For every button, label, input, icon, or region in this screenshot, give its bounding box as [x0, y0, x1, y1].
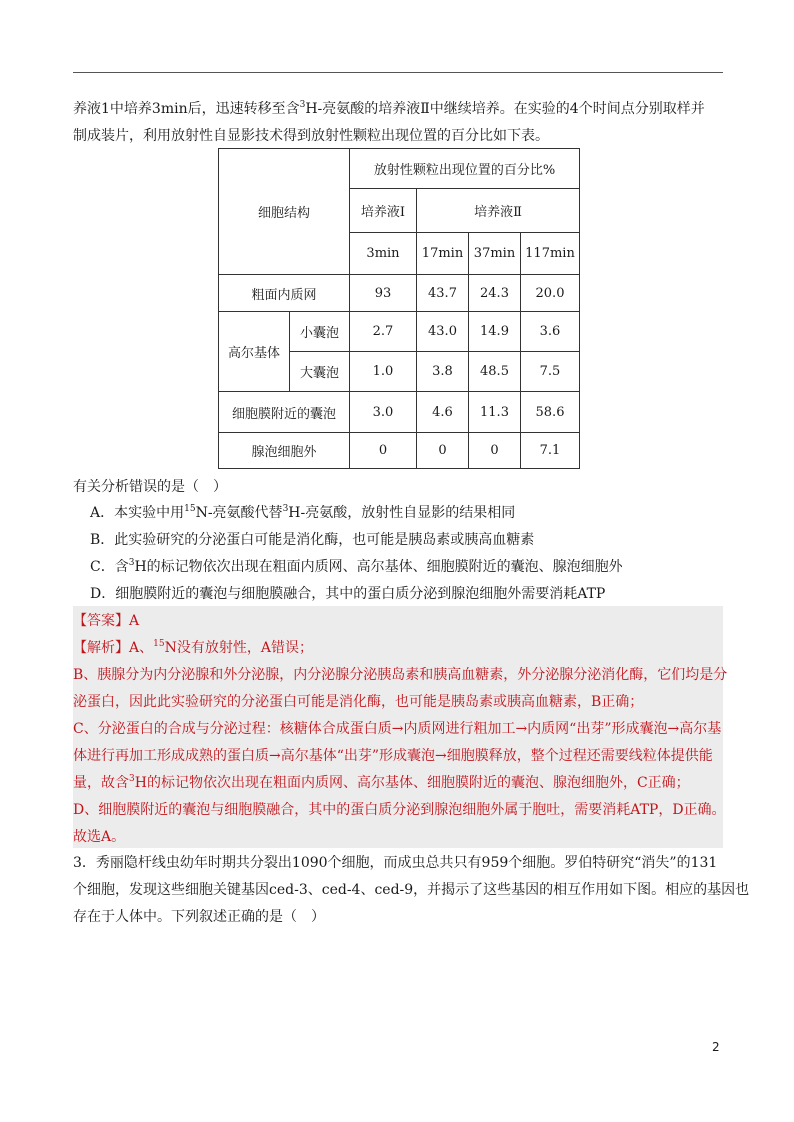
intro-line-2: 制成装片，利用放射性自显影技术得到放射性颗粒出现位置的百分比如下表。: [73, 128, 549, 144]
analysis-b-1: B、胰腺分为内分泌腺和外分泌腺，内分泌腺分泌胰岛素和胰高血糖素，外分泌腺分泌消化酶，它们均是分: [73, 667, 728, 683]
row-label-golgi: 高尔基体: [219, 312, 290, 392]
table-cell: 93: [350, 275, 417, 312]
option-a: A．本实验中用$^{15}$N-亮氨酸代替$^3$H-亮氨酸，放射性自显影的结果相同: [90, 504, 516, 521]
option-b: B．此实验研究的分泌蛋白可能是消化酶，也可能是胰岛素或胰高血糖素: [90, 532, 535, 548]
analysis-c-1: C、分泌蛋白的合成与分泌过程：核糖体合成蛋白质→内质网进行粗加工→内质网“出芽”形成囊泡→高尔基: [73, 721, 722, 737]
table-cell: 2.7: [350, 312, 417, 352]
analysis-d: D、细胞膜附近的囊泡与细胞膜融合，其中的蛋白质分泌到腺泡细胞外属于胞吐，需要消耗ATP，D正确。: [73, 802, 726, 818]
option-c: C．含$^3$H的标记物依次出现在粗面内质网、高尔基体、细胞膜附近的囊泡、腺泡细胞外: [90, 558, 623, 575]
table-cell: 20.0: [521, 275, 580, 312]
answer-line: 【答案】A: [73, 613, 140, 629]
table-sub-header-1: 培养液Ⅰ: [350, 189, 417, 233]
table-cell: 3.0: [350, 392, 417, 433]
table-cell: 0: [417, 433, 469, 469]
table-time: 37min: [469, 233, 521, 275]
analysis-c-2: 体进行再加工形成成熟的蛋白质→高尔基体“出芽”形成囊泡→细胞膜释放，整个过程还需要线粒体提供能: [73, 748, 713, 764]
table-group-header: 放射性颗粒出现位置的百分比%: [350, 149, 580, 189]
analysis-c-3: 量，故含$^3$H的标记物依次出现在粗面内质网、高尔基体、细胞膜附近的囊泡、腺泡细胞外，C正确；: [73, 774, 690, 791]
analysis-b-2: 泌蛋白，因此此实验研究的分泌蛋白可能是消化酶，也可能是胰岛素或胰高血糖素，B正确；: [73, 694, 644, 710]
table-cell: 11.3: [469, 392, 521, 433]
table-sub-header-2: 培养液Ⅱ: [417, 189, 580, 233]
row-label: 细胞膜附近的囊泡: [219, 392, 350, 433]
table-cell: 7.5: [521, 352, 580, 392]
table-cell: 48.5: [469, 352, 521, 392]
row-label: 腺泡细胞外: [219, 433, 350, 469]
row-label: 粗面内质网: [219, 275, 350, 312]
question3-line-1: 3．秀丽隐杆线虫幼年时期共分裂出1090个细胞，而成虫总共只有959个细胞。罗伯特研究“消失”的131: [73, 855, 718, 871]
analysis-conclusion: 故选A。: [73, 829, 126, 845]
table-cell: 0: [350, 433, 417, 469]
table-cell: 24.3: [469, 275, 521, 312]
table-cell: 43.0: [417, 312, 469, 352]
table-corner: 细胞结构: [219, 149, 350, 275]
question3-line-2: 个细胞，发现这些细胞关键基因ced-3、ced-4、ced-9，并揭示了这些基因的相互作用如下图。相应的基因也: [73, 882, 750, 898]
table-cell: 3.6: [521, 312, 580, 352]
header-rule: [73, 72, 723, 73]
table-cell: 4.6: [417, 392, 469, 433]
radioactivity-table: [218, 148, 580, 469]
analysis-a: 【解析】A、$^{15}$N没有放射性，A错误；: [73, 639, 313, 656]
intro-line-1: 养液1中培养3min后，迅速转移至含$^3$H-亮氨酸的培养液Ⅱ中继续培养。在实验的4个时间点分别取样并: [73, 100, 705, 117]
table-cell: 7.1: [521, 433, 580, 469]
table-cell: 1.0: [350, 352, 417, 392]
table-cell: 3.8: [417, 352, 469, 392]
page-number: 2: [712, 1040, 720, 1054]
table-cell: 0: [469, 433, 521, 469]
table-cell: 14.9: [469, 312, 521, 352]
question-stem: 有关分析错误的是（ ）: [73, 479, 227, 495]
row-sublabel: 小囊泡: [290, 312, 350, 352]
table-cell: 43.7: [417, 275, 469, 312]
table-cell: 58.6: [521, 392, 580, 433]
row-sublabel: 大囊泡: [290, 352, 350, 392]
table-time: 17min: [417, 233, 469, 275]
table-time: 3min: [350, 233, 417, 275]
table-time: 117min: [521, 233, 580, 275]
question3-line-3: 存在于人体中。下列叙述正确的是（ ）: [73, 909, 325, 925]
option-d: D．细胞膜附近的囊泡与细胞膜融合，其中的蛋白质分泌到腺泡细胞外需要消耗ATP: [90, 586, 606, 602]
